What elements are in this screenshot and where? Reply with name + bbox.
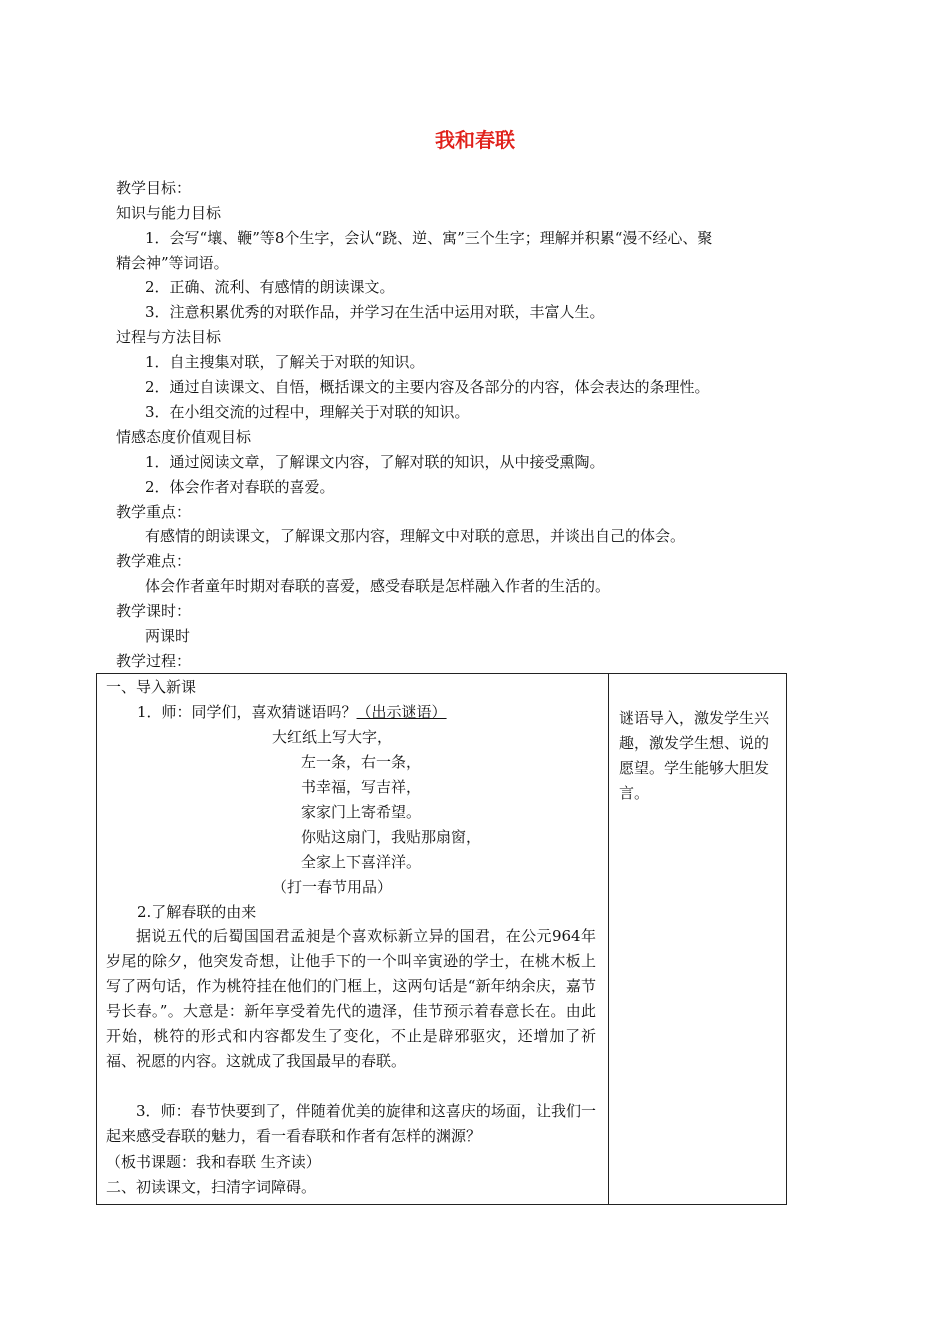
process-heading: 过程与方法目标 [116,328,222,346]
section-2-heading: 二、初读课文，扫清字词障碍。 [106,1178,317,1196]
item-2-paragraph: 据说五代的后蜀国国君孟昶是个喜欢标新立异的国君，在公元964年岁尾的除夕，他突发奇想，让他手下的一个叫辛寅逊的学士，在桃木板上写了两句话，作为桃符挂在他们的门框上，这两句话是“新年纳余庆，嘉节号长春。”。大意是：新年享受着先代的遗泽，佳节预示着春意长在。由此开始，桃符的形式和内容都发生了变化，不止是辟邪驱灾，还增加了祈福、祝愿的内容。这就成了我国最早的春联。 [106,927,596,1070]
hours-label: 教学课时： [116,602,192,620]
process-note-cell [609,674,787,1205]
item-1 [137,702,447,722]
emotion-item-1: 1．通过阅读文章，了解课文内容，了解对联的知识，从中接受熏陶。 [145,453,605,471]
riddle-line-2: 左一条，右一条， [301,753,422,771]
goals-label: 教学目标： [116,179,192,197]
knowledge-item-1-cont: 精会神”等词语。 [116,254,229,272]
process-label: 教学过程： [116,652,192,670]
riddle-line-3: 书幸福，写吉祥， [301,778,422,796]
knowledge-heading: 知识与能力目标 [116,204,222,222]
hours-text: 两课时 [145,627,191,645]
difficulty-text: 体会作者童年时期对春联的喜爱，感受春联是怎样融入作者的生活的。 [145,577,611,595]
riddle-line-5: 你贴这扇门，我贴那扇窗， [301,828,482,846]
key-text: 有感情的朗读课文，了解课文那内容，理解文中对联的意思，并谈出自己的体会。 [145,527,686,545]
page-title: 我和春联 [435,128,515,152]
riddle-line-4: 家家门上寄希望。 [301,803,422,821]
emotion-item-2: 2．体会作者对春联的喜爱。 [145,478,335,496]
process-item-3: 3．在小组交流的过程中，理解关于对联的知识。 [145,403,470,421]
knowledge-item-3: 3．注意积累优秀的对联作品，并学习在生活中运用对联，丰富人生。 [145,303,605,321]
knowledge-item-1: 1．会写“壤、鞭”等8个生字，会认“跷、逆、寓”三个生字；理解并积累“漫不经心、聚 [145,229,713,247]
key-label: 教学重点： [116,503,192,521]
item-3-board: （板书课题：我和春联 生齐读） [106,1153,321,1171]
process-item-1: 1．自主搜集对联，了解关于对联的知识。 [145,353,425,371]
riddle-line-6: 全家上下喜洋洋。 [301,853,422,871]
emotion-heading: 情感态度价值观目标 [116,428,252,446]
difficulty-label: 教学难点： [116,552,192,570]
design-note: 谜语导入，激发学生兴趣，激发学生想、说的愿望。学生能够大胆发言。 [619,709,770,802]
riddle-line-1: 大红纸上写大字， [272,728,393,746]
item-1-text: 1．师：同学们，喜欢猜谜语吗？ [137,703,357,721]
section-1-heading: 一、导入新课 [106,678,197,696]
item-1-underlined: （出示谜语） [356,703,447,721]
riddle-hint: （打一春节用品） [272,878,393,896]
item-2-heading: 2.了解春联的由来 [137,903,257,921]
process-content-cell [97,674,609,1205]
knowledge-item-2: 2．正确、流利、有感情的朗读课文。 [145,278,395,296]
teaching-process-table [96,673,787,1205]
process-item-2: 2．通过自读课文、自悟，概括课文的主要内容及各部分的内容，体会表达的条理性。 [145,378,710,396]
item-3-paragraph: 3．师：春节快要到了，伴随着优美的旋律和这喜庆的场面，让我们一起来感受春联的魅力，看一看春联和作者有怎样的渊源？ [106,1102,596,1145]
